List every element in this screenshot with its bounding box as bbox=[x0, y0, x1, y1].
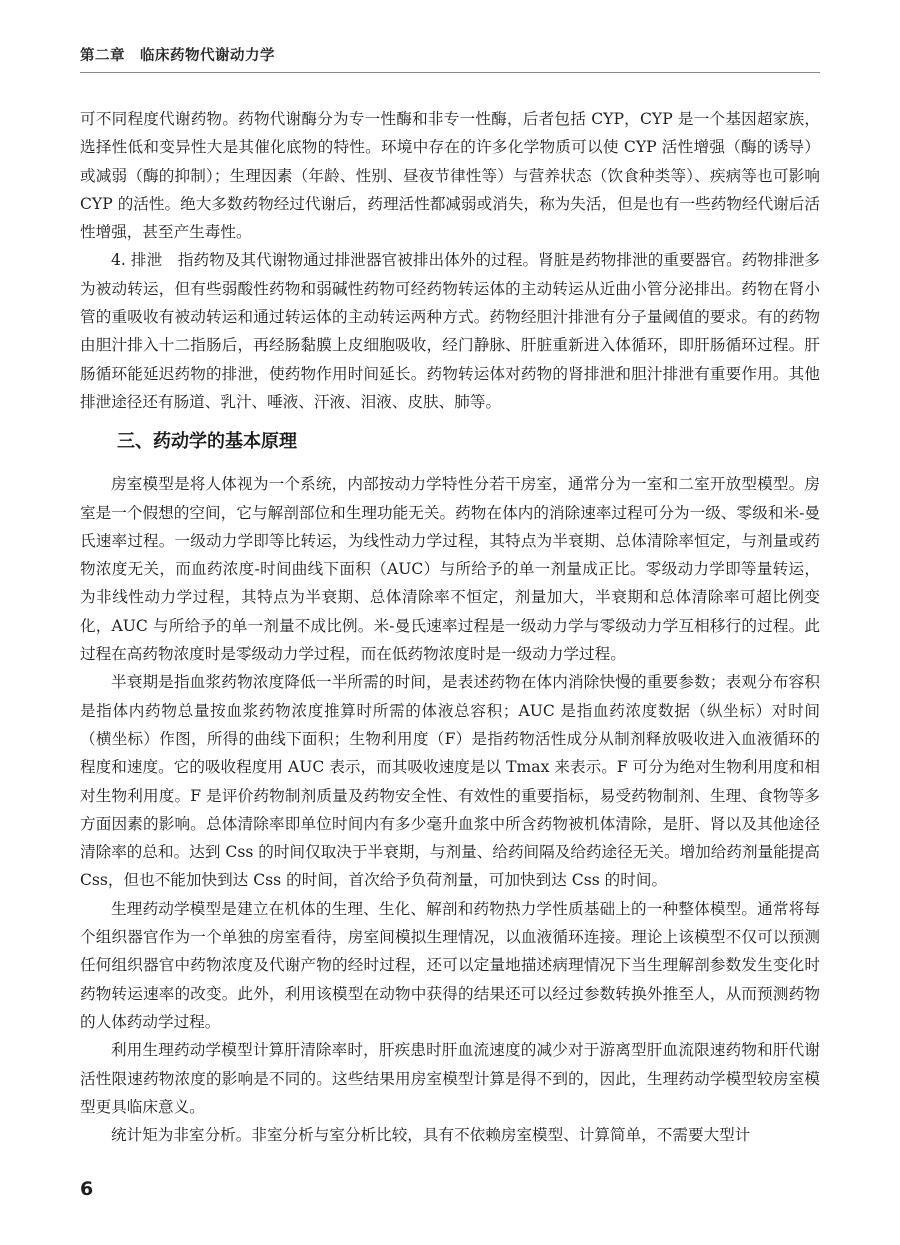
running-header-chapter-title: 第二章 临床药物代谢动力学 bbox=[80, 48, 275, 64]
header-divider bbox=[80, 72, 820, 73]
paragraph-metabolism-continued: 可不同程度代谢药物。药物代谢酶分为专一性酶和非专一性酶，后者包括 CYP，CYP 是一个基因超家族，选择性低和变异性大是其催化底物的特性。环境中存在的许多化学物质可以使 CYP 活性增强（酶的诱导）或减弱（酶的抑制）；生理因素（年龄、性别、昼夜节律性等）与营养状态（饮食种类等）、疾病等也可影响 CYP 的活性。绝大多数药物经过代谢后，药理活性都减弱或消失，称为失活，但是也有一些药物经代谢后活性增强，甚至产生毒性。 bbox=[80, 110, 820, 242]
paragraph-excretion: 4. 排泄 指药物及其代谢物通过排泄器官被排出体外的过程。肾脏是药物排泄的重要器官。药物排泄多为被动转运，但有些弱酸性药物和弱碱性药物可经药物转运体的主动转运从近曲小管分泌排出。药物在肾小管的重吸收有被动转运和通过转运体的主动转运两种方式。药物经胆汁排泄有分子量阈值的要求。有的药物由胆汁排入十二指肠后，再经肠黏膜上皮细胞吸收，经门静脉、肝脏重新进入体循环，即肝肠循环过程。肝肠循环能延迟药物的排泄，使药物作用时间延长。药物转运体对药物的肾排泄和胆汁排泄有重要作用。其他排泄途径还有肠道、乳汁、唾液、汗液、泪液、皮肤、肺等。 bbox=[80, 251, 820, 411]
paragraph-compartment-model: 房室模型是将人体视为一个系统，内部按动力学特性分若干房室，通常分为一室和二室开放型模型。房室是一个假想的空间，它与解剖部位和生理功能无关。药物在体内的消除速率过程可分为一级、零级和米-曼氏速率过程。一级动力学即等比转运，为线性动力学过程，其特点为半衰期、总体清除率恒定，与剂量或药物浓度无关，而血药浓度-时间曲线下面积（AUC）与所给予的单一剂量成正比。零级动力学即等量转运，为非线性动力学过程，其特点为半衰期、总体清除率不恒定，剂量加大，半衰期和总体清除率可超比例变化，AUC 与所给予的单一剂量不成比例。米-曼氏速率过程是一级动力学与零级动力学互相移行的过程。此过程在高药物浓度时是零级动力学过程，而在低药物浓度时是一级动力学过程。 bbox=[80, 475, 820, 664]
paragraph-pbpk-model: 生理药动学模型是建立在机体的生理、生化、解剖和药物热力学性质基础上的一种整体模型。通常将每个组织器官作为一个单独的房室看待，房室间模拟生理情况，以血液循环连接。理论上该模型不仅可以预测任何组织器官中药物浓度及代谢产物的经时过程，还可以定量地描述病理情况下当生理解剖参数发生变化时药物转运速率的改变。此外，利用该模型在动物中获得的结果还可以经过参数转换外推至人，从而预测药物的人体药动学过程。 bbox=[80, 899, 820, 1031]
page-number: 6 bbox=[80, 1178, 94, 1200]
page-body bbox=[80, 105, 820, 1149]
section-heading-pk-principles: 三、药动学的基本原理 bbox=[117, 431, 297, 453]
paragraph-hepatic-clearance: 利用生理药动学模型计算肝清除率时，肝疾患时肝血流速度的减少对于游离型肝血流限速药物和肝代谢活性限速药物浓度的影响是不同的。这些结果用房室模型计算是得不到的，因此，生理药动学模型较房室模型更具临床意义。 bbox=[80, 1041, 820, 1116]
paragraph-half-life: 半衰期是指血浆药物浓度降低一半所需的时间，是表述药物在体内消除快慢的重要参数；表观分布容积是指体内药物总量按血浆药物浓度推算时所需的体液总容积；AUC 是指血药浓度数据（纵坐标）对时间（横坐标）作图，所得的曲线下面积；生物利用度（F）是指药物活性成分从制剂释放吸收进入血液循环的程度和速度。它的吸收程度用 AUC 表示，而其吸收速度是以 Tmax 来表示。F 可分为绝对生物利用度和相对生物利用度。F 是评价药物制剂质量及药物安全性、有效性的重要指标，易受药物制剂、生理、食物等多方面因素的影响。总体清除率即单位时间内有多少毫升血浆中所含药物被机体清除，是肝、肾以及其他途径清除率的总和。达到 Css 的时间仅取决于半衰期，与剂量、给药间隔及给药途径无关。增加给药剂量能提高 Css，但也不能加快到达 Css 的时间，首次给予负荷剂量，可加快到达 Css 的时间。 bbox=[80, 673, 820, 890]
paragraph-statistical-moments: 统计矩为非室分析。非室分析与室分析比较，具有不依赖房室模型、计算简单，不需要大型计 bbox=[111, 1126, 751, 1145]
